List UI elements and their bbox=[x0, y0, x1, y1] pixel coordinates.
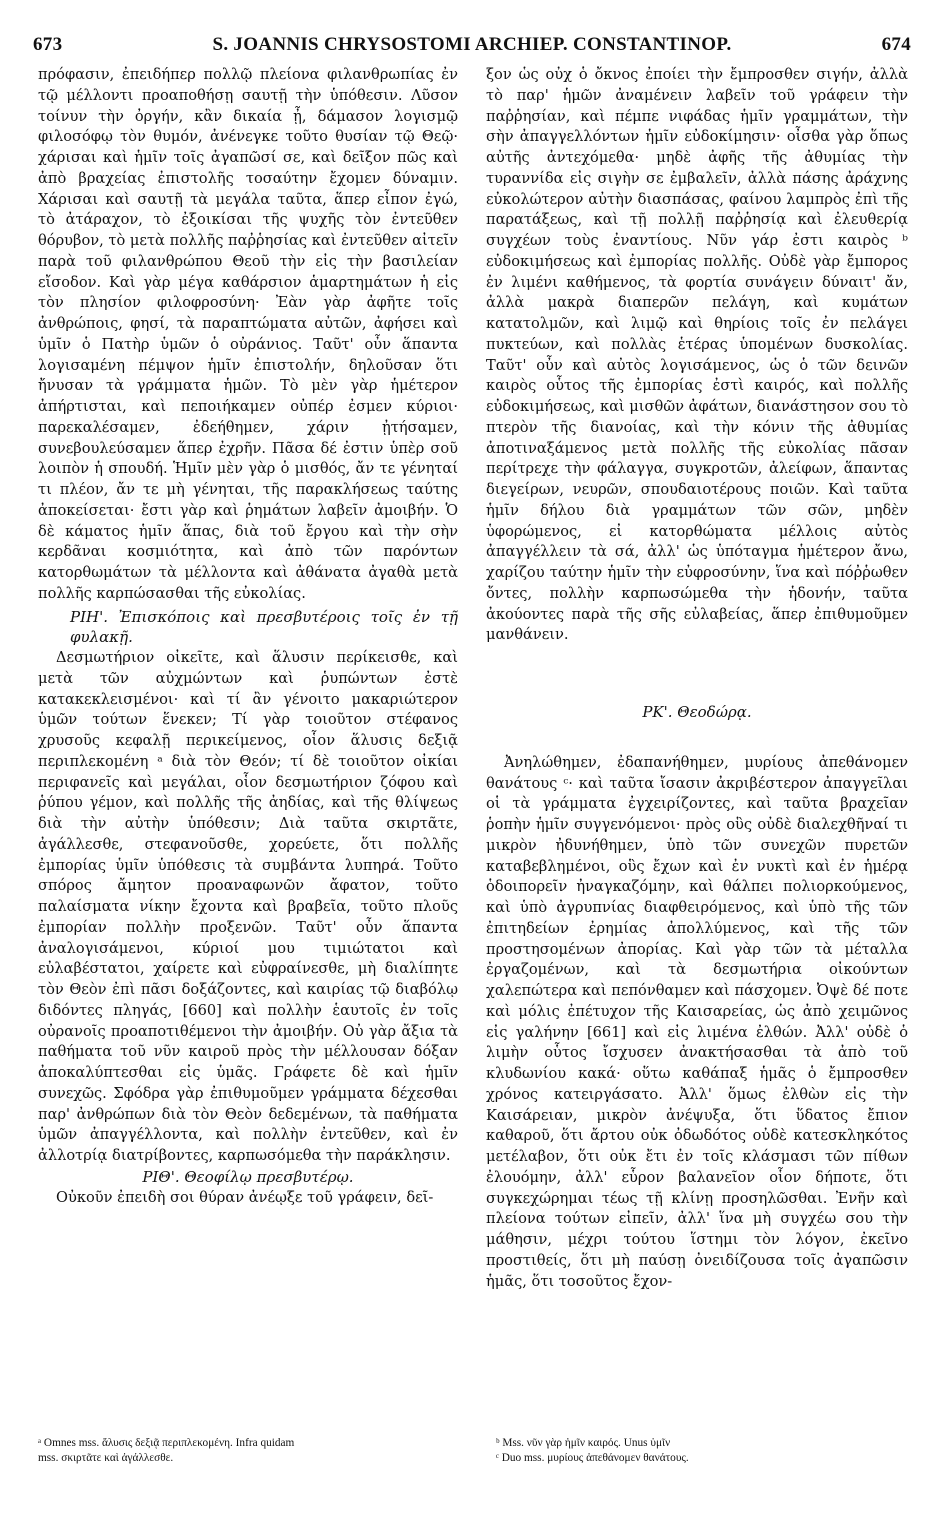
right-column bbox=[486, 65, 908, 1292]
letter-120-body: Ἀνηλώθημεν, ἐδαπανήθημεν, μυρίους ἀπεθάνομεν θανάτους ᶜ· καὶ ταῦτα ἴσασιν ἀκριβέστερον ἀπαγγεῖλαι οἱ τὰ γράμματα ἐγχειρίζοντες, καὶ ταῦτα βραχεῖαν ῥοπὴν ἡμῖν συγγενόμενοι· πρὸς οὓς οὐδὲ διαλεχθῆναί τι μικρὸν ἠδυνήθημεν, ὑπὸ τῶν συνεχῶν πυρετῶν καταβεβλημένοι, οὓς ἔχων καὶ ἐν νυκτὶ καὶ ἐν ἡμέρᾳ ὁδοιπορεῖν ἠναγκαζόμην, καὶ θάλπει πολιορκούμενος, καὶ ὑπὸ ἀγρυπνίας διαφθειρόμενος, καὶ ὑπὸ τῆς τῶν ἐπιτηδείων ἐρημίας ἀπολλύμενος, καὶ τῆς τῶν προστησομένων ἀπορίας. Καὶ γὰρ τῶν τὰ μέταλλα ἐργαζομένων, καὶ τὰ δεσμωτήρια οἰκούντων χαλεπώτερα καὶ πεπόνθαμεν καὶ πάσχομεν. Ὀψὲ δέ ποτε καὶ μόλις ἐπέτυχον τῆς Καισαρείας, ὡς ἀπὸ χειμῶνος εἰς γαλήνην [661] καὶ εἰς λιμένα ἐλθών. Ἀλλ' οὐδὲ ὁ λιμὴν οὗτος ἴσχυσεν ἀνακτήσασθαι τὰ ἀπὸ τοῦ κλυδωνίου κακά· οὕτω καθάπαξ ἡμᾶς ὁ ἔμπροσθεν χρόνος κατειργάσατο. Ἀλλ' ὅμως ἐλθὼν εἰς τὴν Καισάρειαν, μικρὸν ἀνέψυξα, ὅτι ὕδατος ἔπιον καθαροῦ, ὅτι ἄρτου οὐκ ὀδωδότος οὐδὲ κατεσκληκότος μετέλαβον, ὅτι οὐκ ἔτι ἐν τοῖς κλάσμασι τῶν πίθων ἐλουόμην, ἀλλ' εὗρον βαλανεῖον οἷον δήποτε, ὅτι συγκεχώρημαι τέως τῇ κλίνῃ προσηλῶσθαι. Ἐνῆν καὶ πλείονα τούτων εἰπεῖν, ἀλλ' ἵνα μὴ συγχέω σου τὴν μάθησιν, μέχρι τούτου ἵστημι τὸν λόγον, ἐκεῖνο προστιθείς, ὅτι μὴ παύσῃ ὀνειδίζουσα τοῖς ἀγαπῶσιν ἡμᾶς, ὅτι τοσοῦτος ἔχον- bbox=[486, 753, 908, 1290]
left-column bbox=[38, 65, 458, 1208]
footnote-c: ᶜ Duo mss. μυρίους ἀπεθάνομεν θανάτους. bbox=[496, 1452, 689, 1464]
letter-118-body: Δεσμωτήριον οἰκεῖτε, καὶ ἅλυσιν περίκεισθε, καὶ μετὰ τῶν αὐχμώντων καὶ ῥυπώντων ἐστὲ κατακεκλεισμένοι· καὶ τί ἂν γένοιτο μακαριώτερον ὑμῶν τούτων ἕνεκεν; Τί γὰρ τοιοῦτον στέφανος χρυσοῦς κεφαλῇ περικείμενος, οἷον ἅλυσις δεξιᾷ περιπλεκομένη ᵃ διὰ τὸν Θεόν; τί δὲ τοιοῦτον οἰκίαι περιφανεῖς καὶ μεγάλαι, οἷον δεσμωτήριον ζόφου καὶ ῥύπου γέμον, καὶ πολλῆς τῆς ἀηδίας, καὶ τῆς θλίψεως διὰ τὴν αὐτὴν ὑπόθεσιν; Διὰ ταῦτα σκιρτᾶτε, ἀγάλλεσθε, στεφανοῦσθε, χορεύετε, ὅτι πολλῆς ἐμπορίας ὑμῖν ὑπόθεσις τὰ συμβάντα λυπηρά. Τοῦτο σπόρος ἄμητον προαναφωνῶν ἄφατον, τοῦτο παλαίσματα νίκην ἔχοντα καὶ βραβεῖα, τοῦτο πλοῦς ἐμπορίαν πολλὴν προξενῶν. Ταῦτ' οὖν ἅπαντα ἀναλογισάμενοι, κύριοί μου τιμιώτατοι καὶ εὐλαβέστατοι, χαίρετε καὶ εὐφραίνεσθε, μὴ διαλίπητε τὸν Θεὸν ἐπὶ πᾶσι δοξάζοντες, καὶ καιρίας τῷ διαβόλῳ διδόντες πληγάς, [660] καὶ πολλὴν ἑαυτοῖς ἐν τοῖς οὐρανοῖς προαποτιθέμενοι τὴν ἀμοιβήν. Οὐ γὰρ ἄξια τὰ παθήματα τοῦ νῦν καιροῦ πρὸς τὴν μέλλουσαν δόξαν ἀποκαλύπτεσθαι εἰς ὑμᾶς. Γράφετε δὲ καὶ ἡμῖν συνεχῶς. Σφόδρα γὰρ ἐπιθυμοῦμεν γράμματα δέχεσθαι παρ' ἀνθρώπων διὰ τὸν Θεὸν δεδεμένων, τὰ παθήματα ὑμῶν ἀπαγγέλλοντα, καὶ πολλὴν ἐντεῦθεν, καὶ ἐν ἀλλοτρίᾳ διατρίβοντες, καρπωσόμεθα τὴν παράκλησιν. bbox=[38, 649, 458, 1164]
letter-120-heading: ΡΚ'. Θεοδώρᾳ. bbox=[642, 703, 752, 721]
right-page-number: 674 bbox=[881, 34, 911, 55]
footnote-a-line-1: ᵃ Omnes mss. ἅλυσις δεξιᾷ περιπλεκομένη. Infra quidam bbox=[38, 1437, 295, 1449]
footnote-a-line-2: mss. σκιρτᾶτε καὶ ἀγάλλεσθε. bbox=[38, 1452, 174, 1464]
left-page-number: 673 bbox=[33, 34, 63, 55]
running-header bbox=[33, 34, 911, 60]
footnotes-left bbox=[38, 1436, 458, 1466]
footnote-b: ᵇ Mss. νῦν γὰρ ἡμῖν καιρός. Unus ὑμῖν bbox=[496, 1437, 671, 1449]
letter-119-heading: ΡΙΘ'. Θεοφίλῳ πρεσβυτέρῳ. bbox=[142, 1167, 354, 1186]
letter-118-heading: ΡΙΗ'. Ἐπισκόποις καὶ πρεσβυτέροις τοῖς ἐν τῇ φυλακῇ. bbox=[70, 607, 458, 647]
running-title: S. JOANNIS CHRYSOSTOMI ARCHIEP. CONSTANTINOP. bbox=[212, 34, 732, 55]
letter-119-continued: ξον ὡς οὐχ ὁ ὄκνος ἐποίει τὴν ἔμπροσθεν σιγήν, ἀλλὰ τὸ παρ' ἡμῶν ἀναμένειν λαβεῖν τοῦ γράφειν τὴν παῤῥησίαν, καὶ πέμπε νιφάδας ἡμῖν γραμμάτων, τὴν σὴν ἀπαγγελλόντων ἡμῖν εὐδοκίμησιν· οἶσθα γὰρ ὅπως αὐτῆς ἀντεχόμεθα· μηδὲ ἀφῆς τῆς ἀθυμίας τὴν τυραννίδα εἰς σιγὴν σε ἐμβαλεῖν, ἀλλὰ πάσης ἀράχνης εὐκολώτερον αὐτὴν διασπάσας, φαίνου λαμπρὸς ἐπὶ τῆς παρατάξεως, καὶ τῇ πολλῇ παῤῥησίᾳ καὶ ἐλευθερίᾳ συγχέων τοὺς ἐναντίους. Νῦν γάρ ἐστι καιρὸς ᵇ εὐδοκιμήσεως καὶ ἐμπορίας πολλῆς. Οὐδὲ γὰρ ἔμπορος ἐν λιμένι καθήμενος, τὰ φορτία συνάγειν δύναιτ' ἄν, ἀλλὰ μακρὰ διαπερῶν πελάγη, καὶ κυμάτων κατατολμῶν, καὶ λιμῷ καὶ θηρίοις τοῖς ἐν πελάγει πυκτεύων, καὶ πολλὰς ἑτέρας ὑπομένων δυσκολίας. Ταῦτ' οὖν καὶ αὐτὸς λογισάμενος, ὡς ὁ τῶν δεινῶν καιρὸς οὗτος τῆς ἐμπορίας ἐστὶ καιρός, καὶ πολλῆς εὐδοκιμήσεως, καὶ μισθῶν ἀφάτων, διανάστησον σου τὸ πτερὸν τῆς διανοίας, καὶ τὴν κόνιν τῆς ἀθυμίας ἀποτιναξάμενος μετὰ πολλῆς τῆς εὐκολίας πᾶσαν περίτρεχε τὴν φάλαγγα, συγκροτῶν, ἀλείφων, ἅπαντας διεγείρων, νευρῶν, σπουδαιοτέρους ποιῶν. Καὶ ταῦτα ἡμῖν δήλου διὰ γραμμάτων τῶν σῶν, μηδὲν ὑφορώμενος, εἰ κατορθώματα μέλλοις αὐτὸς ἀπαγγέλλειν τὰ σά, ἀλλ' ὡς ὑπόταγμα ἡμέτερον ἄνω, χαρίζου ταύτην ἡμῖν τὴν εὐφροσύνην, ἵνα καὶ πόῤῥωθεν ὄντες, πολλὴν καρπωσώμεθα τὴν ἡδονήν, ταῦτα ἀκούοντες παρὰ τῆς σῆς εὐλαβείας, ἅπερ ἐπιθυμοῦμεν μανθάνειν. bbox=[486, 66, 908, 644]
footnotes-right bbox=[496, 1436, 908, 1466]
letter-117-ending: πρόφασιν, ἐπειδήπερ πολλῷ πλείονα φιλανθρωπίας ἐν τῷ μέλλοντι προαποθήσῃ σαυτῇ τὴν ὑπόθεσιν. Λῦσον τοίνυν τὴν ὀργήν, κἂν δικαία ᾖ, δάμασον λογισμῷ φιλοσόφῳ τὸν θυμόν, ἀνένεγκε τοῦτο θυσίαν τῷ Θεῷ· χάρισαι καὶ ἡμῖν τοῖς ἀγαπῶσί σε, καὶ δεῖξον πῶς καὶ ἀπὸ βραχείας ἐπιστολῆς τοσαύτην ἔχομεν δύναμιν. Χάρισαι καὶ σαυτῇ τὰ μεγάλα ταῦτα, ἅπερ εἶπον ἐγώ, τὸ ἀτάραχον, τὸ ἐξοικίσαι τῆς ψυχῆς τὸν ἐντεῦθεν θόρυβον, τὸ μετὰ πολλῆς παῤῥησίας καὶ ἐντεῦθεν αἰτεῖν παρὰ τοῦ φιλανθρώπου Θεοῦ τὴν εἰς τὴν βασιλείαν εἴσοδον. Καὶ γὰρ μέγα καθάρσιον ἁμαρτημάτων ἡ εἰς τὸν πλησίον φιλοφροσύνη· Ἐὰν γὰρ ἀφῆτε τοῖς ἀνθρώποις, φησί, τὰ παραπτώματα αὐτῶν, ἀφήσει καὶ ὑμῖν ὁ Πατὴρ ὑμῶν ὁ οὐράνιος. Ταῦτ' οὖν ἅπαντα λογισαμένη πέμψον ἡμῖν ἐπιστολήν, δηλοῦσαν ὅτι ἤνυσαν τὰ γράμματα ἡμῶν. Τὸ μὲν γὰρ ἡμέτερον ἀπήρτισται, καὶ πεποιήκαμεν οὐπέρ ἐσμεν κύριοι· παρεκαλέσαμεν, ἐδεήθημεν, χάριν ᾐτήσαμεν, συνεβουλεύσαμεν ἅπερ ἐχρῆν. Πᾶσα δέ ἐστιν ὑπὲρ σοῦ λοιπὸν ἡ σπουδή. Ἡμῖν μὲν γὰρ ὁ μισθός, ἄν τε γένηταί τι πλέον, ἄν τε μὴ γένηται, τῆς παρακλήσεως ταύτης ἀποκείσεται· ἔστι γὰρ καὶ ῥημάτων λαβεῖν ἀμοιβήν. Ὁ δὲ κάματος ἡμῖν ἅπας, διὰ τοῦ ἔργου καὶ τὴν σὴν κερδᾶναι κοσμιότητα, καὶ ἀπὸ τῶν παρόντων κατορθωμάτων τὰ μέλλοντα καὶ ἀθάνατα ἀγαθὰ μετὰ πολλῆς καρπώσασθαι τῆς εὐκολίας. bbox=[38, 66, 458, 602]
letter-119-body-start: Οὐκοῦν ἐπειδὴ σοι θύραν ἀνέῳξε τοῦ γράφειν, δεῖ- bbox=[56, 1188, 434, 1206]
